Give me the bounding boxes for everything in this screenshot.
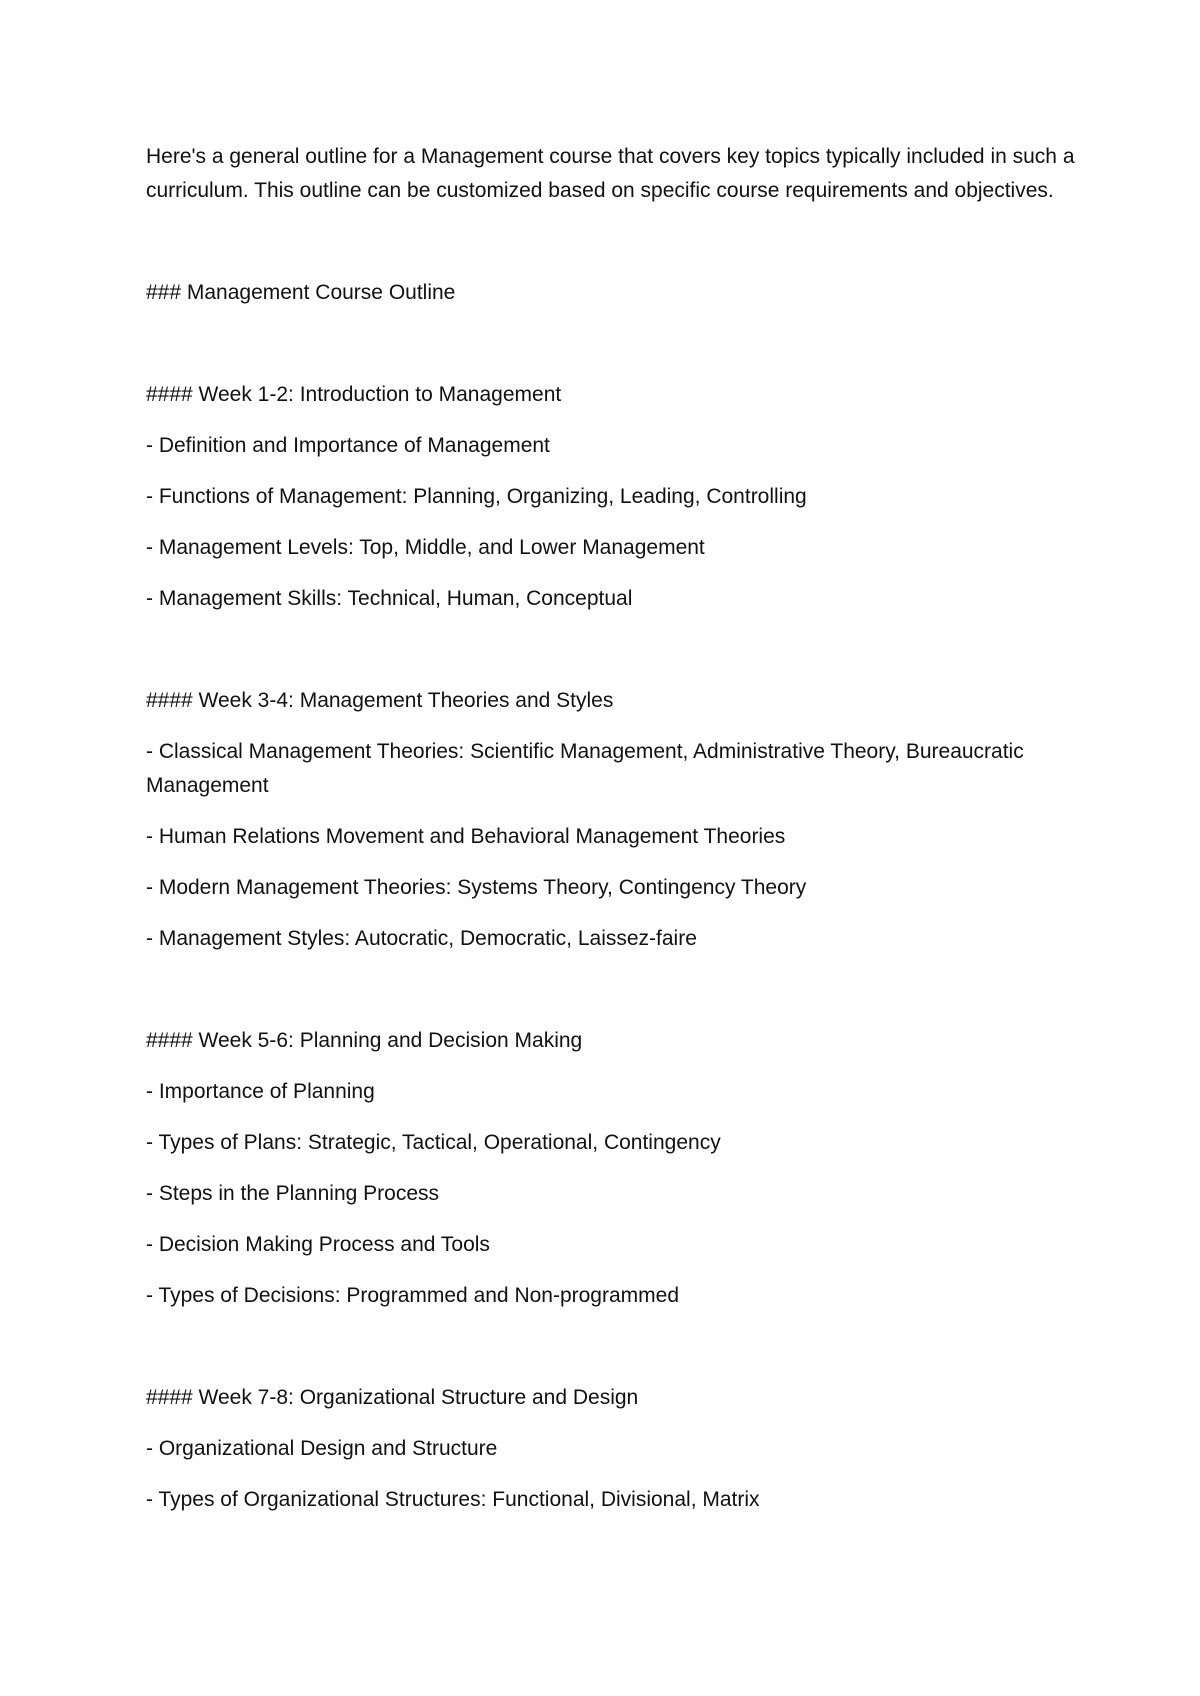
week-heading: #### Week 1-2: Introduction to Management: [146, 383, 562, 406]
list-item: - Modern Management Theories: Systems Theory, Contingency Theory: [146, 876, 807, 899]
week-heading: #### Week 3-4: Management Theories and Styles: [146, 689, 614, 712]
list-item: - Management Styles: Autocratic, Democratic, Laissez-faire: [146, 927, 697, 950]
week-heading: #### Week 5-6: Planning and Decision Making: [146, 1029, 583, 1052]
week-section: [146, 378, 1076, 616]
intro-paragraph: Here's a general outline for a Management course that covers key topics typically included in such a curriculum. This outline can be customized based on specific course requirements and objectives.: [146, 145, 1075, 202]
week-section: [146, 1024, 1076, 1313]
list-item: - Classical Management Theories: Scientific Management, Administrative Theory, Bureaucratic Management: [146, 740, 1024, 797]
list-item: - Decision Making Process and Tools: [146, 1233, 490, 1256]
list-item: - Management Levels: Top, Middle, and Lower Management: [146, 536, 705, 559]
course-outline-title: ### Management Course Outline: [146, 281, 456, 304]
week-section: [146, 1381, 1076, 1517]
list-item: - Importance of Planning: [146, 1080, 375, 1103]
list-item: - Types of Plans: Strategic, Tactical, Operational, Contingency: [146, 1131, 721, 1154]
list-item: - Functions of Management: Planning, Organizing, Leading, Controlling: [146, 485, 807, 508]
list-item: - Definition and Importance of Management: [146, 434, 550, 457]
list-item: - Organizational Design and Structure: [146, 1437, 498, 1460]
week-section: [146, 684, 1076, 956]
week-heading: #### Week 7-8: Organizational Structure and Design: [146, 1386, 639, 1409]
list-item: - Management Skills: Technical, Human, Conceptual: [146, 587, 633, 610]
list-item: - Types of Decisions: Programmed and Non-programmed: [146, 1284, 680, 1307]
list-item: - Types of Organizational Structures: Functional, Divisional, Matrix: [146, 1488, 760, 1511]
document-page: [146, 140, 1076, 1517]
list-item: - Human Relations Movement and Behavioral Management Theories: [146, 825, 786, 848]
list-item: - Steps in the Planning Process: [146, 1182, 439, 1205]
